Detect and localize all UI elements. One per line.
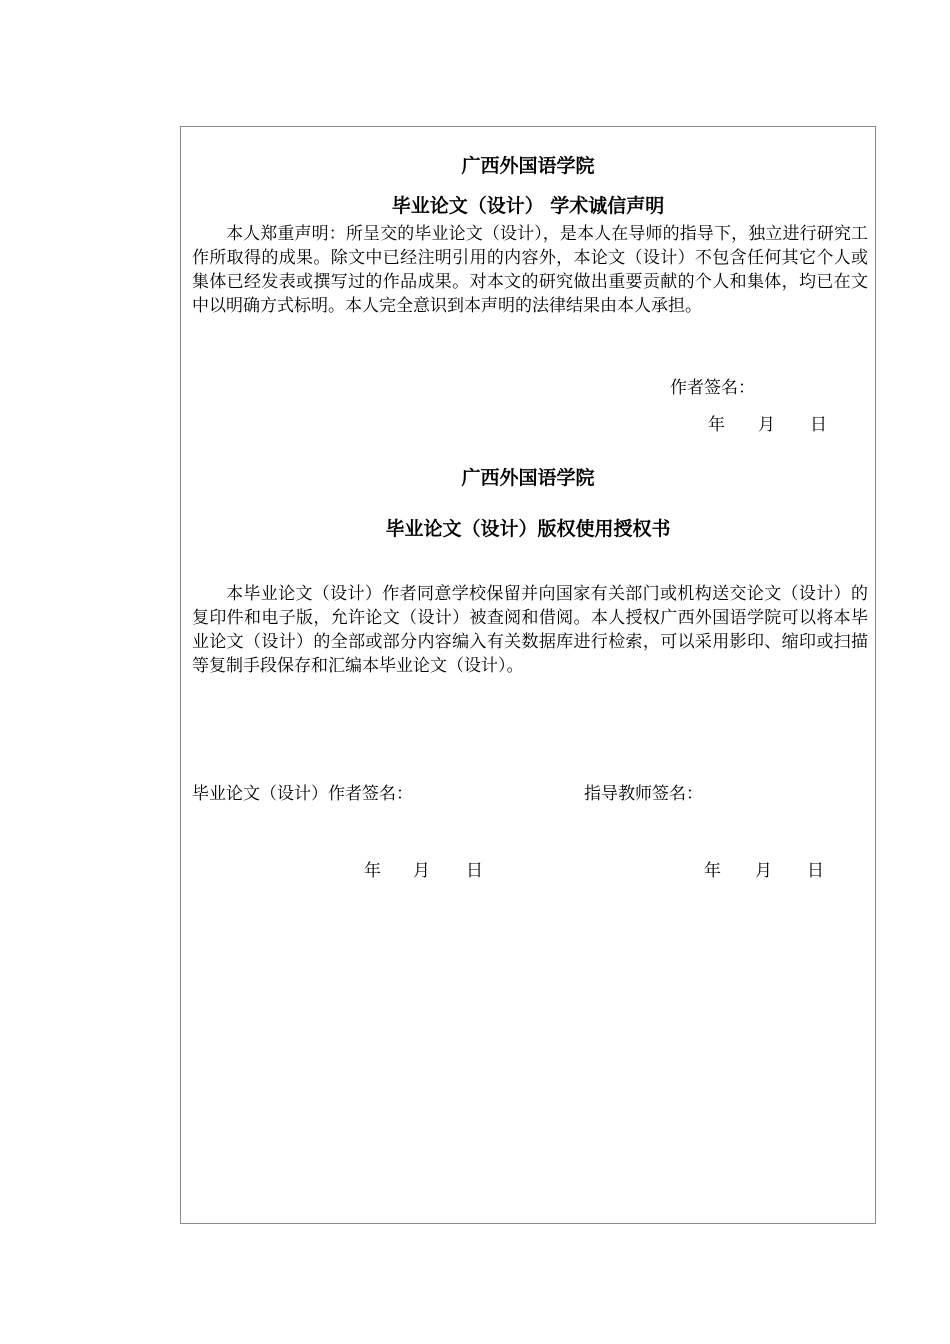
integrity-title: 毕业论文（设计） 学术诚信声明 xyxy=(391,195,665,217)
author-date-month: 月 xyxy=(413,861,430,881)
integrity-date-month: 月 xyxy=(758,415,775,435)
author-date-day: 日 xyxy=(466,861,483,881)
integrity-date-day: 日 xyxy=(810,415,827,435)
integrity-body: 本人郑重声明：所呈交的毕业论文（设计），是本人在导师的指导下，独立进行研究工作所取得的成果。除文中已经注明引用的内容外，本论文（设计）不包含任何其它个人或集体已经发表或撰写过的作品成果。对本文的研究做出重要贡献的个人和集体，均已在文中以明确方式标明。本人完全意识到本声明的法律结果由本人承担。 xyxy=(192,224,868,316)
advisor-signature-label: 指导教师签名： xyxy=(584,784,703,804)
author-date-year: 年 xyxy=(364,861,381,881)
advisor-date-month: 月 xyxy=(755,861,772,881)
advisor-date-year: 年 xyxy=(704,861,721,881)
copyright-school-name: 广西外国语学院 xyxy=(461,467,595,489)
copyright-body: 本毕业论文（设计）作者同意学校保留并向国家有关部门或机构送交论文（设计）的复印件和电子版，允许论文（设计）被查阅和借阅。本人授权广西外国语学院可以将本毕业论文（设计）的全部或部分内容编入有关数据库进行检索，可以采用影印、缩印或扫描等复制手段保存和汇编本毕业论文（设计）。 xyxy=(192,584,868,676)
integrity-school-name: 广西外国语学院 xyxy=(461,155,595,177)
copyright-title: 毕业论文（设计）版权使用授权书 xyxy=(385,518,671,540)
integrity-signature-label: 作者签名： xyxy=(670,378,755,398)
integrity-date-year: 年 xyxy=(708,415,725,435)
advisor-date-day: 日 xyxy=(807,861,824,881)
author-signature-label: 毕业论文（设计）作者签名： xyxy=(192,784,413,804)
